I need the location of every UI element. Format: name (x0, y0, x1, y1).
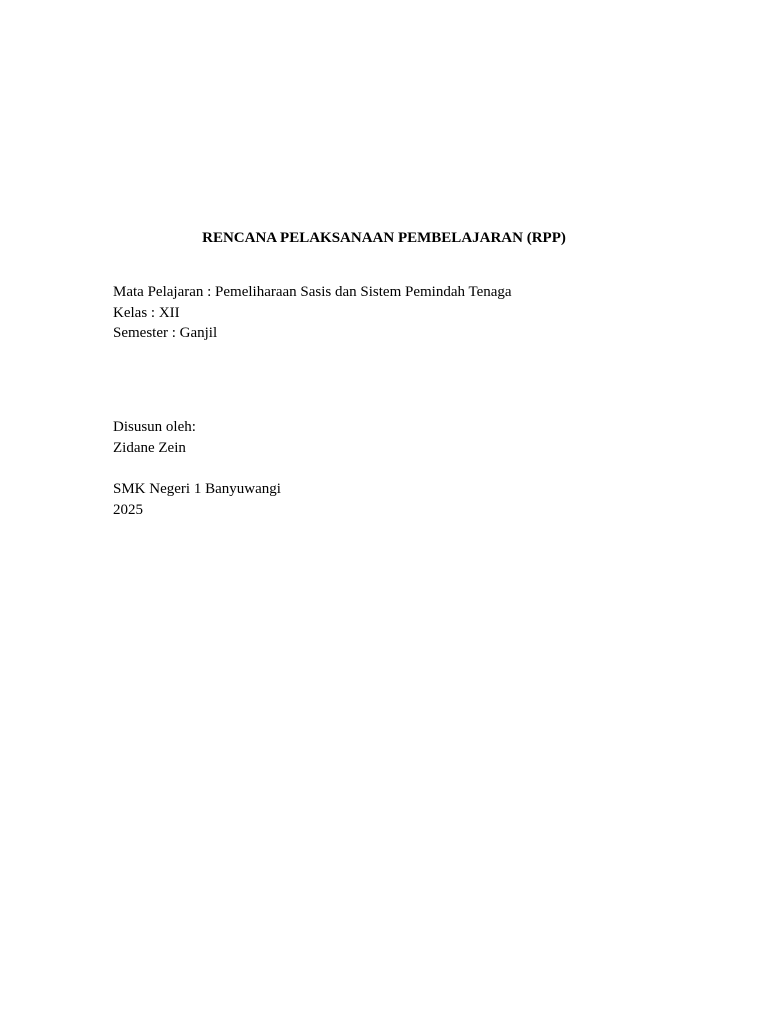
institution-info (113, 479, 281, 520)
semester-line: Semester : Ganjil (113, 325, 218, 342)
school-name: SMK Negeri 1 Banyuwangi (113, 481, 281, 497)
course-info (113, 282, 512, 344)
subject-line: Mata Pelajaran : Pemeliharaan Sasis dan Sistem Pemindah Tenaga (113, 284, 512, 300)
author-info (113, 417, 196, 458)
class-line: Kelas : XII (113, 304, 180, 321)
document-year: 2025 (113, 501, 143, 518)
author-name: Zidane Zein (113, 439, 186, 456)
document-title: RENCANA PELAKSANAAN PEMBELAJARAN (RPP) (202, 230, 566, 246)
author-label: Disusun oleh: (113, 419, 196, 435)
